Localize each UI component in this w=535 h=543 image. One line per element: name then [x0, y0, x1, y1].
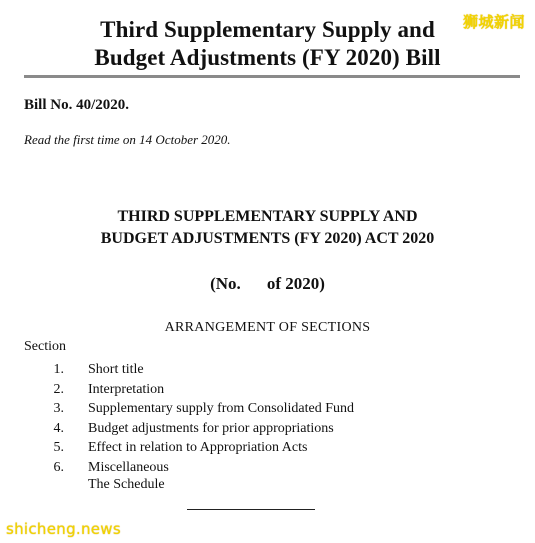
section-number: 6. [53, 459, 64, 475]
section-row-3 [0, 399, 535, 419]
section-row-4 [0, 419, 535, 439]
section-title: Short title [88, 362, 144, 377]
act-number [0, 274, 535, 294]
act-number-close: of 2020) [266, 274, 325, 293]
section-number: 2. [53, 381, 64, 397]
bill-number: Bill No. 40/2020. [24, 97, 130, 113]
arrangement-heading: ARRANGEMENT OF SECTIONS [164, 320, 371, 335]
sections-list [0, 360, 535, 477]
schedule-entry: The Schedule [88, 477, 165, 492]
section-title: Interpretation [88, 381, 165, 397]
act-title-line-1: THIRD SUPPLEMENTARY SUPPLY AND [117, 208, 418, 225]
act-number-open: (No. [210, 274, 241, 293]
section-title: Effect in relation to Appropriation Acts [88, 440, 308, 455]
section-row-1 [0, 360, 535, 380]
section-number: 4. [53, 420, 64, 436]
section-row-6 [0, 458, 535, 478]
section-row-5 [0, 438, 535, 458]
section-title: Miscellaneous [88, 459, 169, 475]
watermark-top: 狮城新闻 [462, 13, 525, 31]
section-row-2 [0, 380, 535, 400]
read-first-date: Read the first time on 14 October 2020. [24, 132, 231, 147]
act-title-line-2: BUDGET ADJUSTMENTS (FY 2020) ACT 2020 [100, 230, 435, 247]
section-number: 5. [53, 440, 64, 455]
bill-title-line-2: Budget Adjustments (FY 2020) Bill [94, 45, 441, 70]
end-rule [187, 509, 315, 510]
watermark-bottom: shicheng.news [6, 520, 121, 538]
section-title: Budget adjustments for prior appropriations [88, 420, 334, 436]
bill-title-line-1: Third Supplementary Supply and [100, 17, 435, 42]
title-divider [24, 75, 520, 78]
section-number: 1. [53, 362, 64, 377]
section-title: Supplementary supply from Consolidated Fund [88, 401, 354, 416]
section-number: 3. [53, 401, 64, 416]
section-column-label: Section [24, 339, 66, 354]
